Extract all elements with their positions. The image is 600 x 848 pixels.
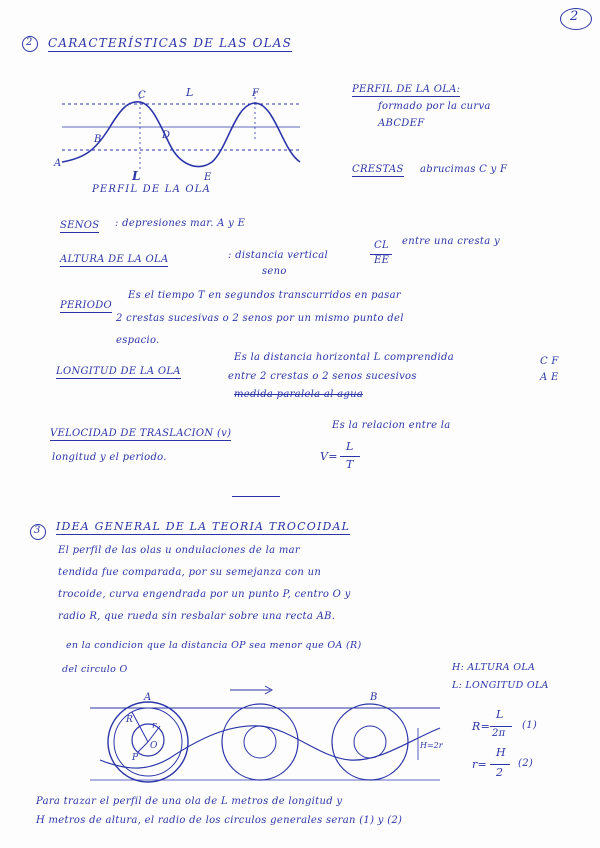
velocidad-term: VELOCIDAD DE TRASLACION (v) (50, 428, 232, 439)
trochoid-label-o: O (150, 741, 158, 751)
diagram-label-b: B (94, 134, 102, 145)
formula2-bar (490, 764, 510, 765)
paragraph-line1: El perfil de las olas u ondulaciones de la mar (58, 545, 300, 556)
legend-height: H: ALTURA OLA (452, 662, 536, 673)
altura-text-a: : distancia vertical (228, 250, 328, 261)
velocidad-line1-tail: Es la relacion entre la (332, 420, 451, 431)
trochoid-label-r-big: R (126, 715, 133, 725)
altura-fraction-top: CL (374, 240, 389, 251)
diagram-label-a: A (54, 158, 62, 169)
profile-note-title: PERFIL DE LA OLA: (352, 84, 461, 95)
paragraph-line6: del circulo O (62, 664, 128, 675)
profile-note-line2: formado por la curva (378, 101, 491, 112)
section1-title: CARACTERÍSTICAS DE LAS OLAS (48, 36, 293, 50)
formula1-bar (490, 726, 512, 727)
paragraph-line2: tendida fue comparada, por su semejanza con un (58, 567, 322, 578)
altura-text-c: seno (262, 266, 287, 277)
periodo-line1: Es el tiempo T en segundos transcurridos en pasar (128, 290, 401, 301)
diagram-label-d: D (162, 130, 171, 141)
legend-length: L: LONGITUD OLA (452, 680, 549, 691)
longitud-term: LONGITUD DE LA OLA (56, 366, 181, 377)
velocidad-formula-num: L (346, 440, 354, 453)
periodo-line2: 2 crestas sucesivas o 2 senos por un mismo punto del (116, 313, 404, 324)
diagram-height-mark: L (132, 169, 141, 183)
diagram-caption: PERFIL DE LA OLA (92, 184, 212, 195)
diagram-label-c: C (138, 90, 146, 101)
section2-number: 3 (34, 525, 41, 536)
velocidad-formula-lhs: V= (320, 450, 338, 463)
diagram-label-f: F (252, 88, 259, 99)
velocidad-line2: longitud y el periodo. (52, 452, 167, 463)
periodo-term: PERIODO (60, 300, 113, 311)
profile-note-line3: ABCDEF (378, 118, 425, 129)
longitud-strike: medida paralela al agua (234, 389, 364, 400)
trochoid-label-a: A (144, 692, 152, 703)
altura-fraction-bottom: EE (374, 255, 390, 266)
closing-line1: Para trazar el perfil de una ola de L metros de longitud y (36, 796, 343, 807)
formula2-ref: (2) (518, 758, 534, 769)
formula1-den: 2π (492, 728, 506, 739)
longitud-tail-bottom: A E (540, 372, 559, 383)
formula2-lhs: r= (472, 758, 488, 771)
trochoid-label-b: B (370, 692, 378, 703)
diagram-label-e: E (204, 172, 212, 183)
formula2-den: 2 (496, 766, 504, 779)
section2-title: IDEA GENERAL DE LA TEORIA TROCOIDAL (56, 520, 351, 533)
senos-text: : depresiones mar. A y E (115, 218, 246, 229)
trochoid-height-label: H=2r (420, 741, 443, 750)
velocidad-formula-den: T (346, 458, 354, 471)
paragraph-line3: trocoide, curva engendrada por un punto P, centro O y (58, 589, 351, 600)
closing-line2: H metros de altura, el radio de los circulos generales seran (1) y (2) (36, 815, 403, 826)
formula2-num: H (496, 746, 506, 759)
paragraph-line5: en la condicion que la distancia OP sea menor que OA (R) (66, 640, 362, 651)
crests-term: CRESTAS (352, 164, 404, 175)
diagram-wavelength-label: L (186, 86, 194, 99)
page-number: 2 (570, 9, 579, 24)
altura-text-b: entre una cresta y (402, 236, 500, 247)
altura-term: ALTURA DE LA OLA (60, 254, 169, 265)
longitud-line1: Es la distancia horizontal L comprendida (234, 352, 454, 363)
periodo-line3: espacio. (116, 335, 160, 346)
senos-term: SENOS (60, 220, 100, 231)
section1-number: 2 (26, 37, 33, 48)
formula1-ref: (1) (522, 720, 538, 731)
formula1-num: L (496, 708, 504, 721)
trochoid-label-p: P (132, 753, 139, 763)
trochoid-label-r-small: r (152, 721, 157, 731)
longitud-tail-top: C F (540, 356, 559, 367)
crests-text: abrucimas C y F (420, 164, 508, 175)
formula1-lhs: R= (472, 720, 491, 733)
paragraph-line4: radio R, que rueda sin resbalar sobre una recta AB. (58, 611, 336, 622)
longitud-line2: entre 2 crestas o 2 senos sucesivos (228, 371, 417, 382)
